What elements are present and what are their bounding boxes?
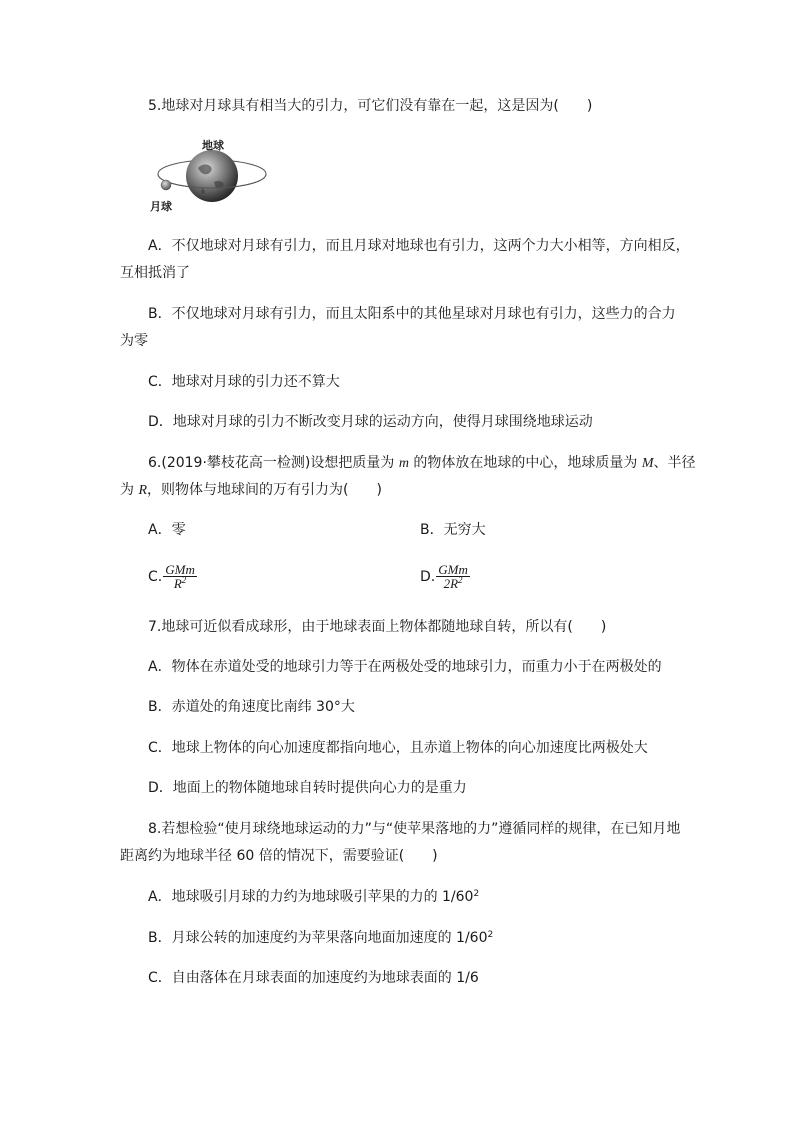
var-M: M [641, 456, 654, 471]
moon-label: 月球 [150, 200, 172, 213]
earth-icon [186, 150, 238, 202]
q7-stem: 7.地球可近似看成球形，由于地球表面上物体都随地球自转，所以有( ) [148, 619, 607, 635]
fraction-d: $\frac{\text{GMm}}{2R^2}$ [438, 562, 468, 591]
var-m: m [398, 456, 409, 471]
q8-option-a: A．地球吸引月球的力约为地球吸引苹果的力的 $1/60^2$ [148, 889, 480, 905]
q5-option-d: D．地球对月球的引力不断改变月球的运动方向，使得月球围绕地球运动 [148, 414, 593, 430]
q6-stem-line1: 6.(2019·攀枝花高一检测)设想把质量为 m 的物体放在地球的中心，地球质量为 M、半径 [148, 455, 696, 471]
q7-option-a: A．物体在赤道处受的地球引力等于在两极处受的地球引力，而重力小于在两极处的 [148, 659, 662, 675]
q7-option-c: C．地球上物体的向心加速度都指向地心，且赤道上物体的向心加速度比两极处大 [148, 740, 648, 756]
q6-stem-line2: 为 R，则物体与地球间的万有引力为( ) [120, 482, 382, 498]
q8-stem-line1: 8.若想检验“使月球绕地球运动的力”与“使苹果落地的力”遵循同样的规律，在已知月地 [148, 821, 681, 837]
q5-option-b-line1: B．不仅地球对月球有引力，而且太阳系中的其他星球对月球也有引力，这些力的合力 [148, 306, 676, 322]
q6-option-a: A．零 [148, 522, 186, 538]
fraction-c: $\frac{\text{GMm}}{R^2}$ [165, 562, 195, 591]
q7-option-b: B．赤道处的角速度比南纬 30°大 [148, 699, 355, 715]
q6-option-c: C. $\frac{\text{GMm}}{R^2}$ [148, 562, 195, 591]
q5-option-a-line2: 互相抵消了 [120, 265, 190, 281]
var-R: R [138, 483, 148, 498]
q6-option-d: D. $\frac{\text{GMm}}{2R^2}$ [420, 562, 468, 591]
q5-option-a-line1: A．不仅地球对月球有引力，而且月球对地球也有引力，这两个力大小相等，方向相反， [148, 238, 690, 254]
q5-stem: 5.地球对月球具有相当大的引力，可它们没有靠在一起，这是因为( ) [148, 98, 593, 114]
q5-option-b-line2: 为零 [120, 333, 148, 349]
q8-option-b: B．月球公转的加速度约为苹果落向地面加速度的 $1/60^2$ [148, 930, 494, 946]
q8-option-c: C．自由落体在月球表面的加速度约为地球表面的 1/6 [148, 970, 479, 986]
q8-stem-line2: 距离约为地球半径 60 倍的情况下，需要验证( ) [120, 848, 438, 864]
earth-label: 地球 [202, 139, 224, 152]
q7-option-d: D．地面上的物体随地球自转时提供向心力的是重力 [148, 780, 467, 796]
q5-option-c: C．地球对月球的引力还不算大 [148, 374, 340, 390]
earth-moon-figure [150, 134, 270, 214]
q6-option-b: B．无穷大 [420, 522, 486, 538]
moon-icon [161, 180, 171, 190]
